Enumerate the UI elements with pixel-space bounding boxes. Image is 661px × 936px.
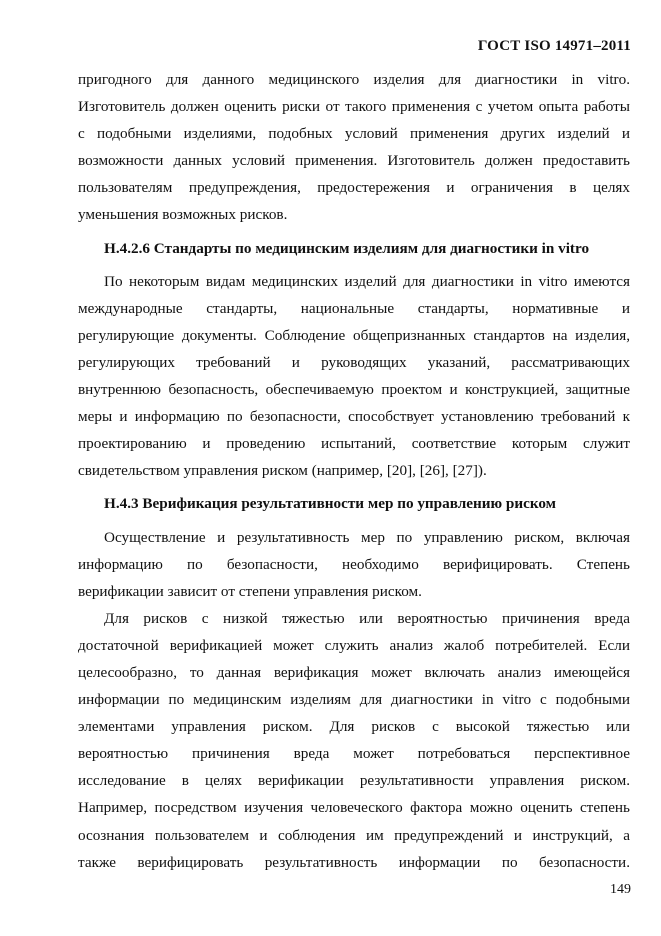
page-number: 149: [610, 882, 631, 897]
text-line: информацию по безопасности, необходимо верифицировать. Степень: [78, 555, 630, 573]
text-line: регулирующих требований и руководящих указаний, рассматривающих: [78, 353, 630, 371]
text-line: меры и информацию по безопасности, способствует установлению требований к: [78, 408, 630, 426]
text-line: По некоторым видам медицинских изделий для диагностики in vitro имеются: [104, 272, 630, 290]
section-heading-h426: Н.4.2.6 Стандарты по медицинским изделиям для диагностики in vitro: [104, 239, 590, 257]
text-line: регулирующие документы. Соблюдение общепризнанных стандартов на изделия,: [78, 326, 630, 344]
text-line: внутреннюю безопасность, обеспечиваемую проектом и конструкцией, защитные: [78, 381, 630, 399]
text-line: международные стандарты, национальные стандарты, нормативные и: [78, 299, 630, 317]
text-line: целесообразно, то данная верификация может включать анализ имеющейся: [78, 663, 630, 681]
section-heading-h43: Н.4.3 Верификация результативности мер по управлению риском: [104, 495, 557, 513]
text-line: верификации зависит от степени управления риском.: [78, 582, 422, 600]
text-line: информации по медицинским изделиям для диагностики in vitro с подобными: [78, 691, 630, 709]
text-line: возможности данных условий применения. Изготовитель должен предоставить: [78, 152, 630, 170]
text-line: Для рисков с низкой тяжестью или вероятностью причинения вреда: [104, 609, 630, 627]
text-line: исследование в целях верификации результативности управления риском.: [78, 772, 630, 790]
text-line: Изготовитель должен оценить риски от такого применения с учетом опыта работы: [78, 98, 630, 116]
paragraph-3: [78, 524, 630, 605]
text-line: уменьшения возможных рисков.: [78, 206, 288, 224]
text-line: с подобными изделиями, подобных условий применения других изделий и: [78, 125, 630, 143]
text-line: проектированию и проведению испытаний, соответствие которым служит: [78, 435, 630, 453]
text-line: осознания пользователем и соблюдения им предупреждений и инструкций, а: [78, 826, 630, 844]
text-line: пользователям предупреждения, предостережения и ограничения в целях: [78, 179, 630, 197]
paragraph-2: [78, 268, 630, 485]
paragraph-4: [78, 605, 630, 876]
text-line: вероятностью причинения вреда может потребоваться перспективное: [78, 745, 630, 763]
text-line: достаточной верификацией может служить анализ жалоб потребителей. Если: [78, 636, 630, 654]
paragraph-1: [78, 66, 630, 229]
text-line: Осуществление и результативность мер по управлению риском, включая: [104, 528, 630, 546]
text-line: пригодного для данного медицинского изделия для диагностики in vitro.: [78, 71, 630, 88]
text-line: Например, посредством изучения человеческого фактора можно оценить степень: [78, 799, 630, 817]
document-body: [78, 66, 630, 876]
document-standard-header: ГОСТ ISO 14971–2011: [477, 38, 631, 54]
text-line: элементами управления риском. Для рисков с высокой тяжестью или: [78, 718, 630, 736]
text-line: свидетельством управления риском (например, [20], [26], [27]).: [78, 462, 487, 480]
text-line: также верифицировать результативность информации по безопасности.: [78, 853, 630, 871]
